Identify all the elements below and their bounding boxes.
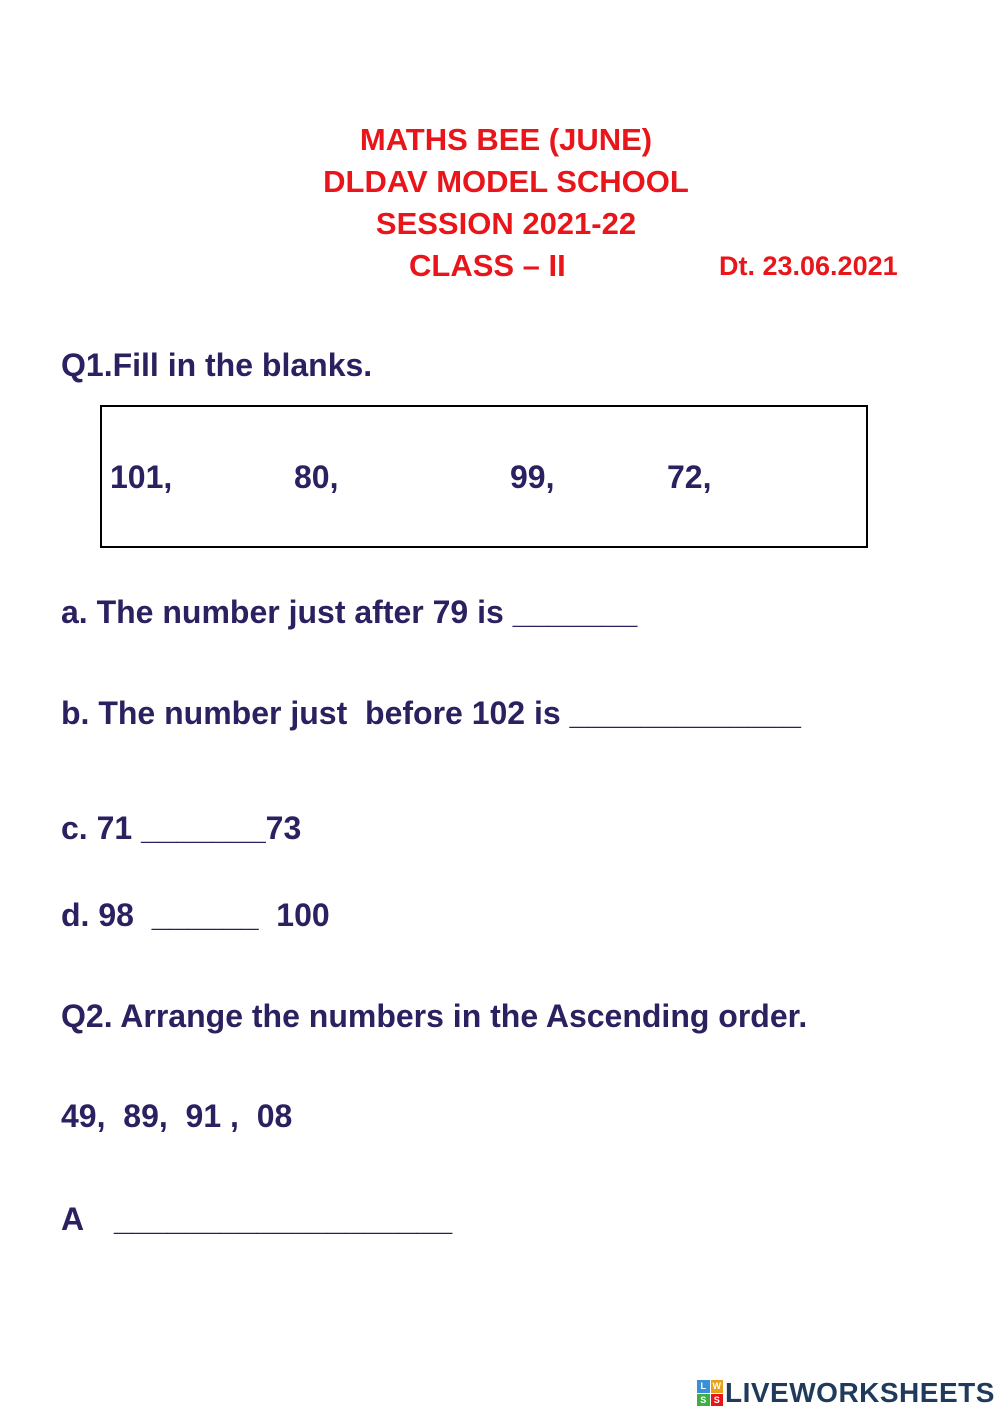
box-number: 80,	[294, 459, 339, 495]
session-label: SESSION 2021-22	[375, 206, 637, 241]
logo-icon	[697, 1380, 723, 1406]
q2-numbers: 49, 89, 91 , 08	[61, 1098, 293, 1134]
header-title: MATHS BEE (JUNE)	[359, 122, 653, 157]
question-c[interactable]: c. 71 _______73	[61, 810, 302, 846]
date-label: Dt. 23.06.2021	[719, 251, 898, 281]
box-number: 99,	[510, 459, 555, 495]
question-a[interactable]: a. The number just after 79 is _______	[61, 594, 638, 630]
brand-name: LIVEWORKSHEETS	[725, 1377, 995, 1408]
liveworksheets-logo	[697, 1378, 995, 1408]
logo-mark-letter: W	[712, 1381, 721, 1391]
question-d[interactable]: d. 98 ______ 100	[61, 897, 330, 933]
logo-mark-letter: S	[697, 1394, 710, 1407]
logo-mark-letter: L	[697, 1380, 710, 1393]
class-label: CLASS – II	[409, 248, 566, 283]
number-box	[100, 405, 868, 548]
q2-title: Q2. Arrange the numbers in the Ascending order.	[61, 998, 808, 1034]
logo-mark-letter: S	[711, 1394, 724, 1407]
answer-blank[interactable]: ___________________	[114, 1201, 453, 1237]
answer-label: A	[61, 1201, 85, 1237]
box-number: 101,	[110, 459, 173, 495]
school-name: DLDAV MODEL SCHOOL	[323, 164, 689, 199]
q1-title: Q1.Fill in the blanks.	[61, 347, 373, 383]
question-b[interactable]: b. The number just before 102 is _____________	[61, 695, 801, 731]
box-number: 72,	[667, 459, 712, 495]
